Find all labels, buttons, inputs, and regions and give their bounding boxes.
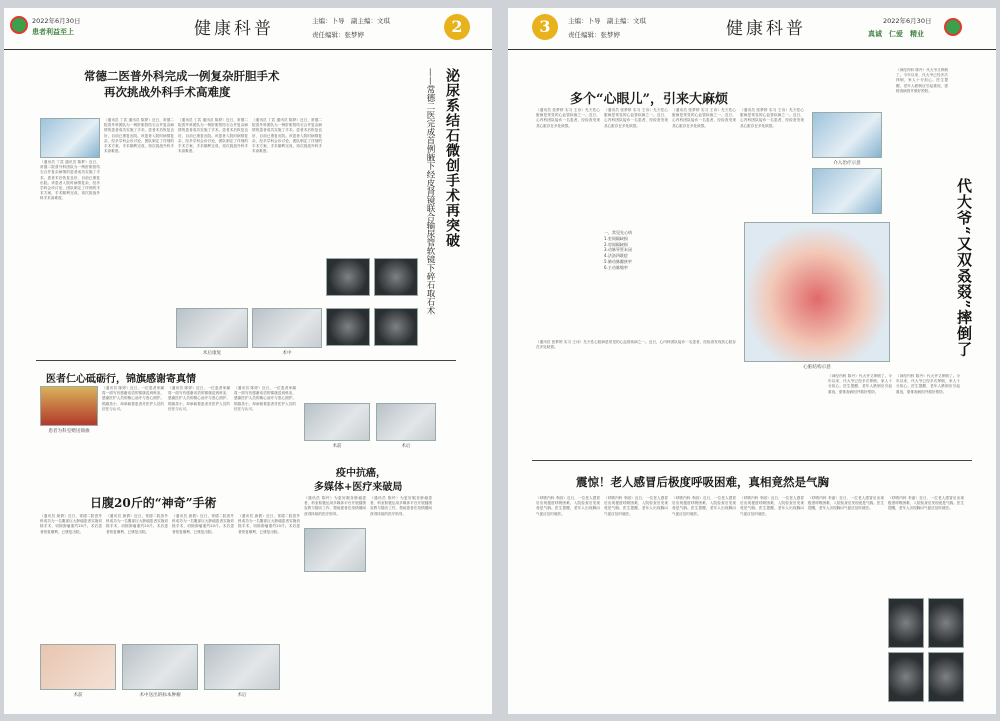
- article-3-xray-4: [928, 652, 964, 702]
- article-3-headline: 震惊！老人感冒后极度呼吸困难，真相竟然是气胸: [576, 475, 829, 489]
- list-item: 2.房间隔缺损: [604, 241, 628, 247]
- list-item: 5.肺动脉瓣狭窄: [604, 258, 632, 264]
- editors: 主编：卜导 副主编：文琪: [312, 17, 390, 25]
- article-1-list: [604, 230, 668, 271]
- article-3-ct-scan-1: [326, 258, 370, 296]
- article-1-body-col-1: （通讯员 丁武 通讯员 陈梦）近日，常德二院普外科团队为一例肝胆管结石合并复杂病情的患者成功实施了手术。患者术后恢复良好，目前已康复出院。该患者入院时病情复杂，经多学科会诊讨论，团队制定了详细的手术方案，手术顺利完成，再次挑战外科手术高难度。: [40, 160, 100, 201]
- article-1-photo-small: [40, 118, 100, 158]
- editors: 主编：卜导 副主编：文琪: [568, 17, 646, 25]
- article-3-ct-scan-3: [326, 308, 370, 346]
- article-3-headline: 泌尿系结石微创手术再突破: [444, 68, 460, 248]
- article-2-body-col-3: （神经内科 陈丹）代大爷又摔倒了。今年以来，代大爷已经多次摔倒，家人十分担心。医生提醒，老年人跌倒应引起重视，需排查病因并做好预防。: [896, 374, 960, 394]
- article-1-caption-1: 介入治疗示意: [833, 161, 861, 166]
- article-5-body-col-3: （通讯员 唐倩）近日，常德二院普外科成功为一名腹部巨大肿瘤患者实施切除手术，切除肿瘤重约20斤。术后患者恢复顺利，已康复出院。: [172, 514, 234, 534]
- article-1-photo-device: [812, 168, 882, 214]
- article-4-headline: 疫中抗癌，: [336, 468, 386, 479]
- article-1-subheadline: 再次挑战外科手术高难度: [104, 85, 231, 99]
- newspaper-page-3: [508, 8, 996, 714]
- list-item: 一、常见先心病: [604, 230, 632, 235]
- masthead: [4, 10, 492, 50]
- article-1-photo-surgery: [252, 308, 322, 348]
- article-1-caption-2: 心脏结构示意: [803, 365, 831, 370]
- article-2-caption: 患者为科室赠送锦旗: [48, 429, 90, 434]
- article-3-ct-scan-4: [374, 308, 418, 346]
- list-item: 6.主动脉缩窄: [604, 264, 628, 270]
- article-1-headline: 常德二医普外科完成一例复杂肝胆手术: [84, 69, 280, 83]
- section-title: 健康科普: [726, 19, 806, 39]
- list-item: 4.法洛四联症: [604, 253, 628, 259]
- article-3-body-col-3: （呼吸内科 李丽）近日，一位老人感冒后出现极度呼吸困难，入院检查后发现竟是气胸。医生提醒，老年人出现胸闷气促应及时就医。: [672, 496, 736, 516]
- article-5-photo-after: [204, 644, 280, 690]
- article-2-body-col-2: （神经内科 陈丹）代大爷又摔倒了。今年以来，代大爷已经多次摔倒，家人十分担心。医生提醒，老年人跌倒应引起重视，需排查病因并做好预防。: [828, 374, 892, 394]
- list-item: 3.动脉导管未闭: [604, 247, 632, 253]
- issue-date: 2022年6月30日: [883, 17, 932, 25]
- divider: [36, 360, 456, 361]
- article-1-heart-diagram: [744, 222, 890, 362]
- article-5-caption-1: 术前: [73, 693, 83, 698]
- article-3-body-col-6: （呼吸内科 李丽）近日，一位老人感冒后出现极度呼吸困难，入院检查后发现竟是气胸。医生提醒，老年人出现胸闷气促应及时就医。: [888, 496, 964, 511]
- issue-date: 2022年6月30日: [32, 17, 81, 25]
- article-3-body-col-5: （呼吸内科 李丽）近日，一位老人感冒后出现极度呼吸困难，入院检查后发现竟是气胸。医生提醒，老年人出现胸闷气促应及时就医。: [808, 496, 884, 511]
- article-3-body-col-2: （呼吸内科 李丽）近日，一位老人感冒后出现极度呼吸困难，入院检查后发现竟是气胸。医生提醒，老年人出现胸闷气促应及时就医。: [604, 496, 668, 516]
- article-1-headline: 多个“心眼儿”，引来大麻烦: [570, 92, 728, 107]
- article-3-caption-before: 术前: [332, 444, 342, 449]
- motto: 真诚 仁爱 精业: [868, 30, 924, 38]
- article-3-ct-scan-2: [374, 258, 418, 296]
- article-3-xray-1: [888, 598, 924, 648]
- article-2-headline: 代大爷“又双叒叕”摔倒了: [955, 178, 973, 358]
- page-number: 3: [532, 14, 558, 40]
- paper-name: 患者利益至上: [32, 28, 74, 36]
- list-item: 1.室间隔缺损: [604, 235, 628, 241]
- article-5-headline: 日腹20斤的“神奇”手術: [90, 496, 217, 510]
- article-1-body-col-4: （通讯员 丁武 通讯员 陈梦）近日，常德二院普外科团队为一例肝胆管结石合并复杂病情的患者成功实施了手术。患者术后恢复良好，目前已康复出院。该患者入院时病情复杂，经多学科会诊讨论，团队制定了详细的手术方案，手术顺利完成，再次挑战外科手术高难度。: [252, 118, 322, 154]
- article-2-body-col-1: （通讯员 陈婷）近日，一位患者家属将一面写有感谢话语的锦旗送到科室，感谢医护人员的精心治疗与悉心照护。锦旗虽小，却承载着患者对医护人员的信任与认可。: [102, 386, 164, 411]
- article-3-body-col-1: （呼吸内科 李丽）近日，一位老人感冒后出现极度呼吸困难，入院检查后发现竟是气胸。医生提醒，老年人出现胸闷气促应及时就医。: [536, 496, 600, 516]
- article-3-caption-after: 术后: [401, 444, 411, 449]
- article-5-body-col-1: （通讯员 唐倩）近日，常德二院普外科成功为一名腹部巨大肿瘤患者实施切除手术，切除肿瘤重约20斤。术后患者恢复顺利，已康复出院。: [40, 514, 102, 534]
- section-title: 健康科普: [194, 19, 274, 39]
- hospital-logo-icon: [10, 16, 28, 34]
- article-1-body-col-2: （通讯员 丁武 通讯员 陈梦）近日，常德二院普外科团队为一例肝胆管结石合并复杂病情的患者成功实施了手术。患者术后恢复良好，目前已康复出院。该患者入院时病情复杂，经多学科会诊讨论，团队制定了详细的手术方案，手术顺利完成，再次挑战外科手术高难度。: [104, 118, 174, 154]
- newspaper-page-2: [4, 8, 492, 714]
- article-3-body-col-4: （呼吸内科 李丽）近日，一位老人感冒后出现极度呼吸困难，入院检查后发现竟是气胸。医生提醒，老年人出现胸闷气促应及时就医。: [740, 496, 804, 516]
- article-3-photo-after: [376, 403, 436, 441]
- article-1-body-col-4: （通讯员 张梦婷 实习 王诗）先天性心脏病是常见的心血管疾病之一。近日，心内科团队接诊一名患者，经检查发现其心脏存在多处缺损。: [740, 108, 804, 128]
- article-1-photo-procedure: [812, 112, 882, 158]
- article-5-body-col-4: （通讯员 唐倩）近日，常德二院普外科成功为一名腹部巨大肿瘤患者实施切除手术，切除肿瘤重约20斤。术后患者恢复顺利，已康复出院。: [238, 514, 300, 534]
- article-4-photo: [304, 528, 366, 572]
- article-1-photo-recovery: [176, 308, 248, 348]
- article-4-subheadline: 多媒体+医疗来破局: [314, 482, 403, 493]
- article-1-body-col-1: （通讯员 张梦婷 实习 王诗）先天性心脏病是常见的心血管疾病之一。近日，心内科团队接诊一名患者，经检查发现其心脏存在多处缺损。: [536, 108, 600, 128]
- article-2-body-col-3: （通讯员 陈婷）近日，一位患者家属将一面写有感谢话语的锦旗送到科室，感谢医护人员的精心治疗与悉心照护。锦旗虽小，却承载着患者对医护人员的信任与认可。: [234, 386, 296, 411]
- editor-in-charge: 责任编辑：张梦婷: [568, 31, 620, 39]
- article-3-subheadline: ——常德二医完成首例腋下经皮肾镜联合输尿管软镜下碎石取石术: [425, 68, 435, 315]
- article-5-photo-before: [40, 644, 116, 690]
- article-5-caption-3: 术后: [237, 693, 247, 698]
- article-1-caption-2: 术中: [282, 351, 292, 356]
- article-5-caption-2: 术中送出的标本肿瘤: [139, 693, 181, 698]
- article-3-xray-3: [888, 652, 924, 702]
- article-2-body-col-1: （神经内科 陈丹）代大爷又摔倒了。今年以来，代大爷已经多次摔倒，家人十分担心。医生提醒，老年人跌倒应引起重视，需排查病因并做好预防。: [896, 68, 948, 93]
- article-4-body-col-2: （通讯员 陈玲）为更好服务肿瘤患者，科室积极运用多媒体平台开展健康宣教与随访工作，帮助患者在疫情期间获得持续的医疗指导。: [370, 496, 432, 516]
- article-1-caption-1: 术后康复: [202, 351, 222, 356]
- article-1-body-col-2: （通讯员 张梦婷 实习 王诗）先天性心脏病是常见的心血管疾病之一。近日，心内科团队接诊一名患者，经检查发现其心脏存在多处缺损。: [604, 108, 668, 128]
- article-1-body-bottom: （通讯员 张梦婷 实习 王诗）先天性心脏病是常见的心血管疾病之一。近日，心内科团队接诊一名患者，经检查发现其心脏存在多处缺损。: [536, 340, 736, 350]
- article-5-photo-specimen: [122, 644, 198, 690]
- article-3-xray-2: [928, 598, 964, 648]
- article-5-body-col-2: （通讯员 唐倩）近日，常德二院普外科成功为一名腹部巨大肿瘤患者实施切除手术，切除肿瘤重约20斤。术后患者恢复顺利，已康复出院。: [106, 514, 168, 534]
- divider: [532, 460, 972, 461]
- editor-in-charge: 责任编辑：张梦婷: [312, 31, 364, 39]
- article-4-body-col-1: （通讯员 陈玲）为更好服务肿瘤患者，科室积极运用多媒体平台开展健康宣教与随访工作，帮助患者在疫情期间获得持续的医疗指导。: [304, 496, 366, 516]
- article-1-body-col-3: （通讯员 张梦婷 实习 王诗）先天性心脏病是常见的心血管疾病之一。近日，心内科团队接诊一名患者，经检查发现其心脏存在多处缺损。: [672, 108, 736, 128]
- masthead: [508, 10, 996, 50]
- page-number: 2: [444, 14, 470, 40]
- article-2-headline: 医者仁心砥砺行，锦旗感谢寄真情: [46, 374, 196, 385]
- hospital-logo-icon: [944, 18, 962, 36]
- article-2-banner-photo: [40, 386, 98, 426]
- article-3-photo-before: [304, 403, 370, 441]
- article-2-body-col-2: （通讯员 陈婷）近日，一位患者家属将一面写有感谢话语的锦旗送到科室，感谢医护人员的精心治疗与悉心照护。锦旗虽小，却承载着患者对医护人员的信任与认可。: [168, 386, 230, 411]
- article-1-body-col-3: （通讯员 丁武 通讯员 陈梦）近日，常德二院普外科团队为一例肝胆管结石合并复杂病情的患者成功实施了手术。患者术后恢复良好，目前已康复出院。该患者入院时病情复杂，经多学科会诊讨论，团队制定了详细的手术方案，手术顺利完成，再次挑战外科手术高难度。: [178, 118, 248, 154]
